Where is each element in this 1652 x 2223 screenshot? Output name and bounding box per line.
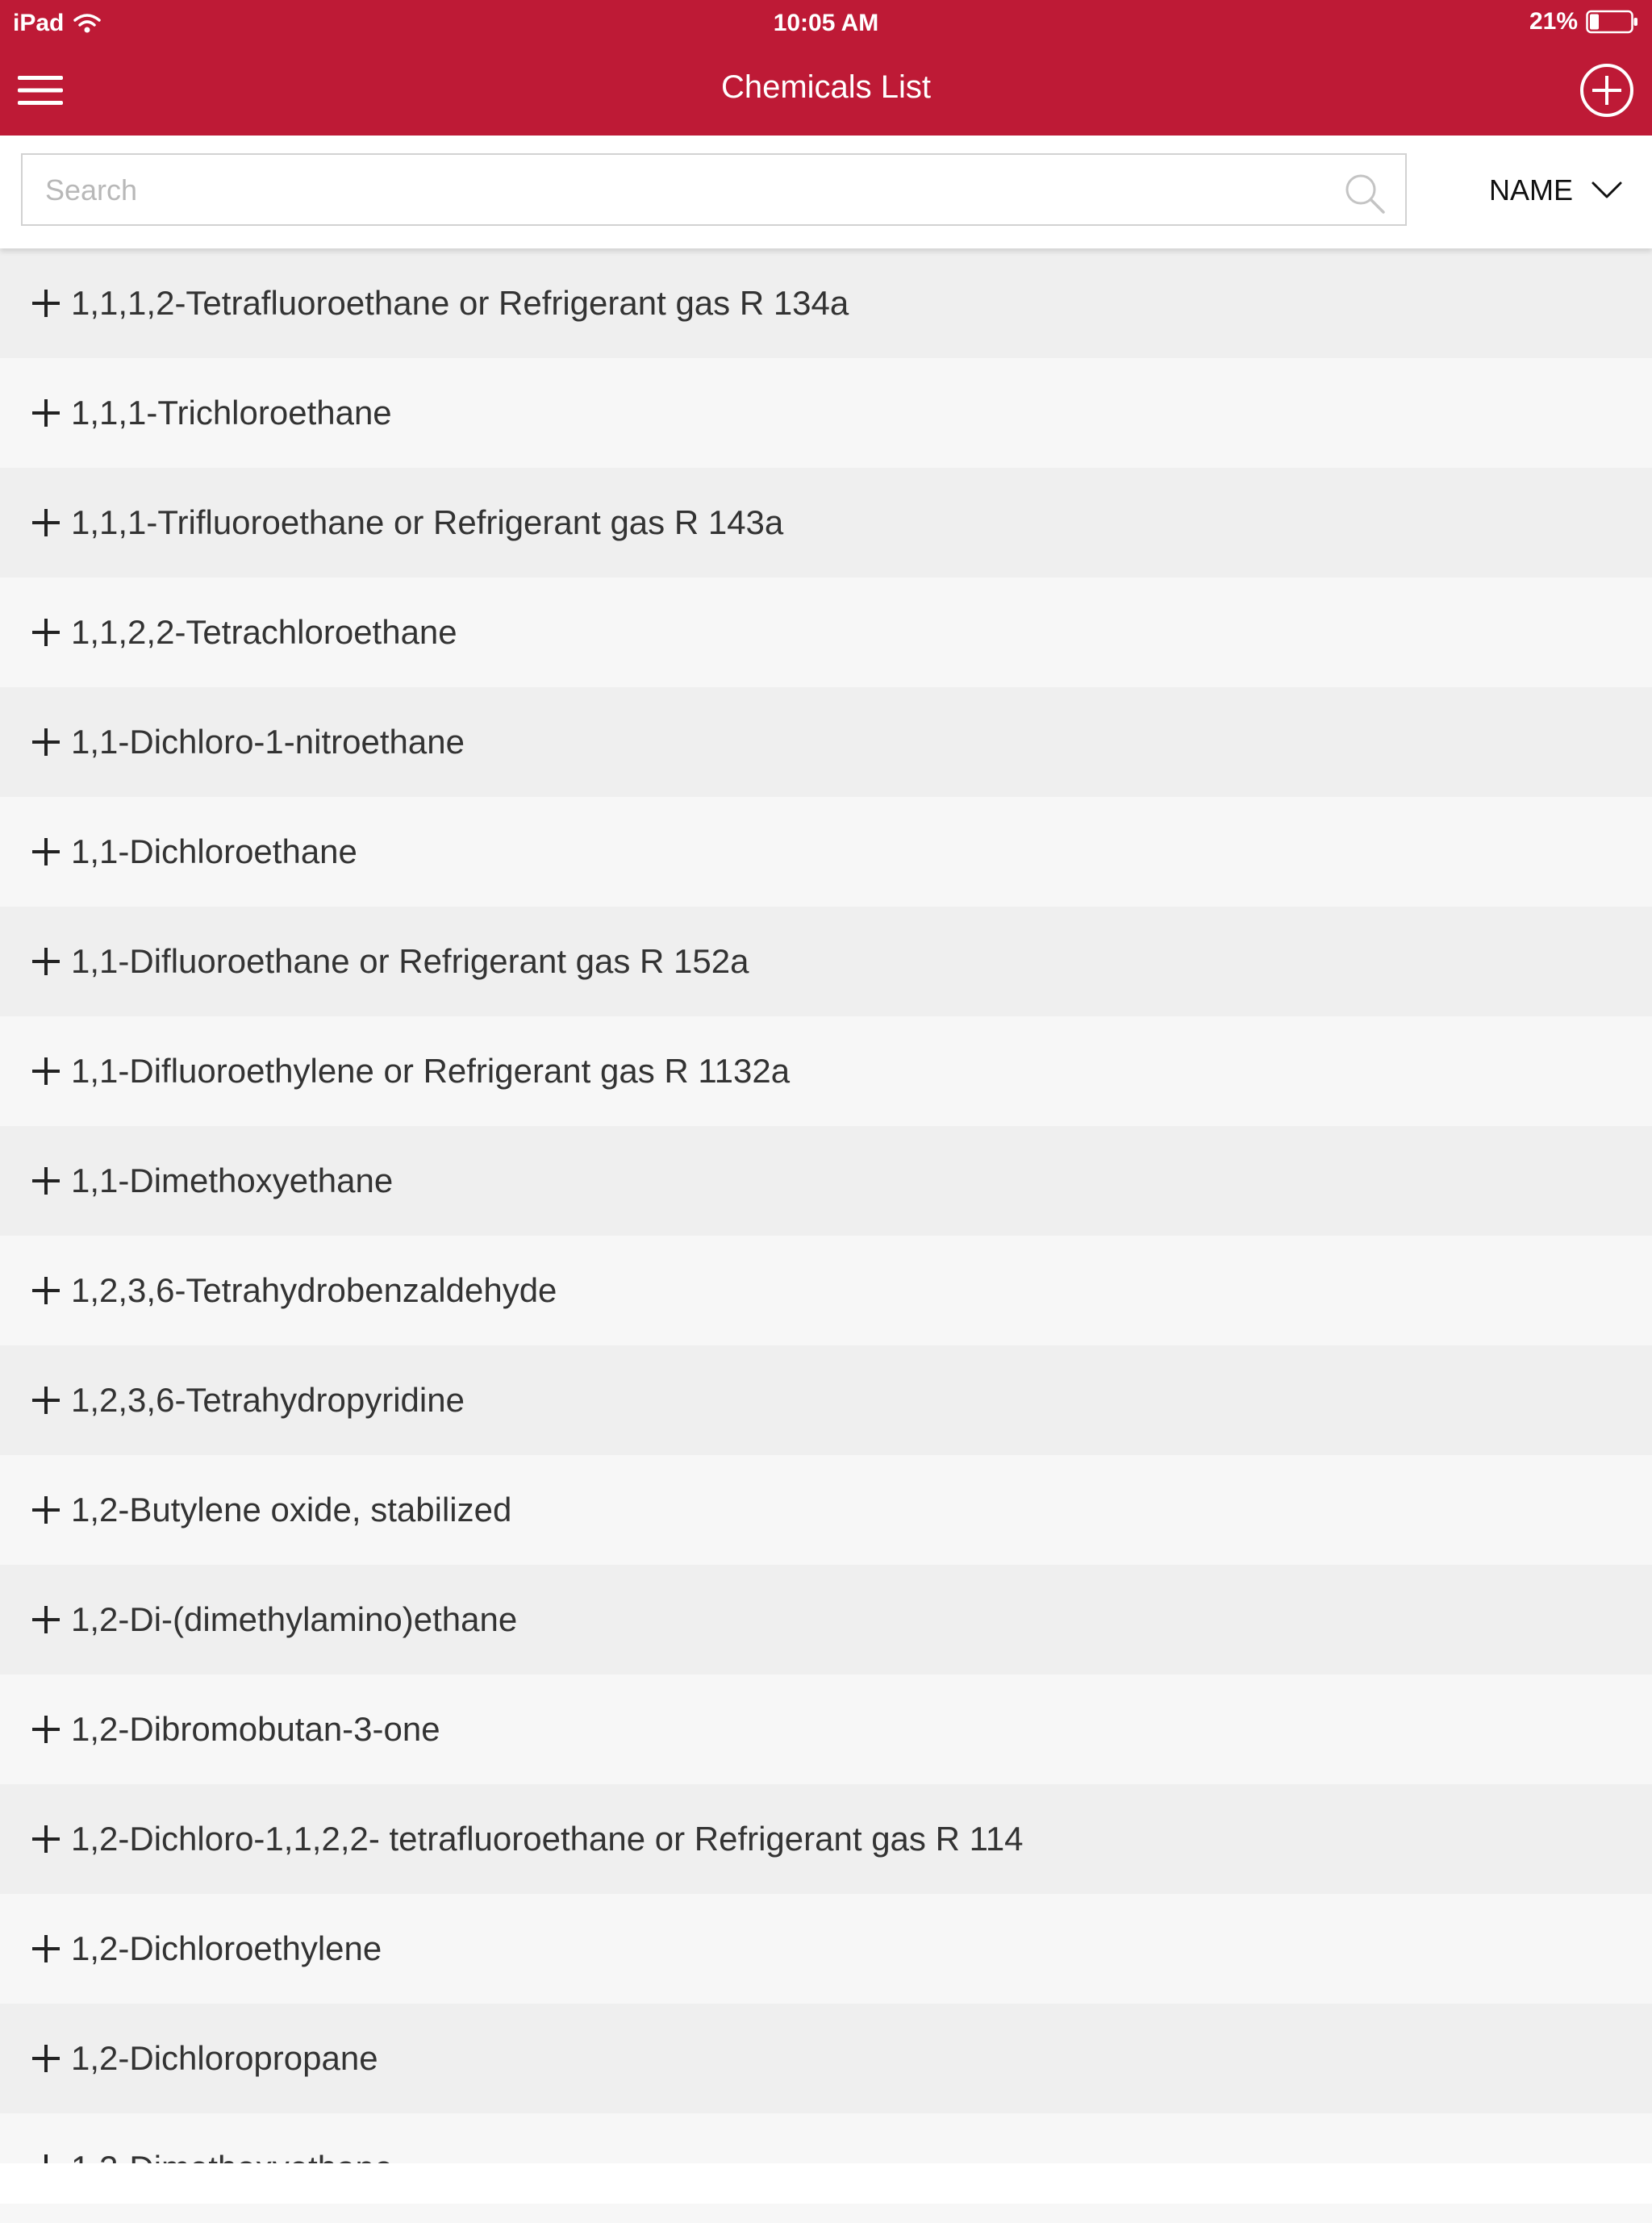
plus-icon[interactable] [31,727,61,757]
sort-selected-label: NAME [1489,173,1574,206]
chemical-name: 1,2-Butylene oxide, stabilized [71,1491,512,1529]
status-bar [0,0,1652,45]
chemical-list-item[interactable] [0,1675,1652,1784]
sort-select[interactable] [1489,173,1623,208]
chemical-name: 1,2-Dichloropropane [71,2039,378,2077]
device-name: iPad [13,10,65,36]
chemical-list-item[interactable] [0,1894,1652,2004]
chemical-list-item[interactable] [0,1455,1652,1565]
chemical-list-item[interactable] [0,248,1652,358]
chemical-name: 1,2-Dichloroethylene [71,1929,382,1967]
chemical-list-item[interactable] [0,1236,1652,1345]
chemicals-list [0,248,1652,2163]
chemical-name: 1,1,1-Trichloroethane [71,394,392,432]
plus-icon[interactable] [31,1275,61,1306]
plus-icon[interactable] [31,1495,61,1525]
search-input[interactable] [44,155,1305,226]
chemical-list-item[interactable] [0,468,1652,578]
chemical-list-item[interactable] [0,1345,1652,1455]
plus-icon[interactable] [31,1056,61,1086]
plus-icon[interactable] [31,288,61,319]
plus-icon[interactable] [31,946,61,977]
plus-icon[interactable] [31,1933,61,1964]
chemical-list-item[interactable] [0,1565,1652,1675]
search-icon[interactable] [1342,171,1387,216]
chemical-list-item[interactable] [0,907,1652,1016]
add-chemical-button[interactable] [1579,63,1634,118]
app-header [0,0,1652,136]
chemical-name: 1,1-Dichloro-1-nitroethane [71,723,465,761]
nav-bar [0,45,1652,136]
chemical-name: 1,1-Difluoroethane or Refrigerant gas R 152a [71,942,749,980]
chevron-down-icon [1591,180,1623,201]
plus-icon[interactable] [31,1714,61,1745]
search-toolbar [0,136,1652,248]
plus-icon[interactable] [31,1824,61,1854]
plus-icon[interactable] [31,398,61,428]
plus-icon[interactable] [31,836,61,867]
bottom-edge [0,2163,1652,2204]
plus-icon[interactable] [31,1166,61,1196]
chemical-name: 1,1-Dimethoxyethane [71,1162,394,1199]
chemical-list-item[interactable] [0,358,1652,468]
chemical-name: 1,2-Dibromobutan-3-one [71,1710,440,1748]
chemical-list-item[interactable] [0,1016,1652,1126]
search-box [21,153,1407,226]
plus-icon[interactable] [31,1385,61,1416]
status-time: 10:05 AM [773,10,879,36]
chemical-name: 1,2-Di-(dimethylamino)ethane [71,1600,518,1638]
plus-icon[interactable] [31,1604,61,1635]
chemical-name: 1,1-Dichloroethane [71,832,357,870]
chemical-name: 1,2,3,6-Tetrahydropyridine [71,1381,465,1419]
chemical-name: 1,2,3,6-Tetrahydrobenzaldehyde [71,1271,557,1309]
plus-icon[interactable] [31,617,61,648]
chemical-name: 1,1,2,2-Tetrachloroethane [71,613,457,651]
page-title: Chemicals List [720,69,932,105]
chemical-list-item[interactable] [0,687,1652,797]
chemical-list-item[interactable] [0,1784,1652,1894]
chemical-list-item[interactable] [0,578,1652,687]
plus-icon[interactable] [31,2043,61,2074]
chemical-list-item[interactable] [0,797,1652,907]
status-battery [1529,8,1639,35]
plus-icon[interactable] [31,507,61,538]
battery-percent: 21% [1529,8,1578,35]
chemical-name: 1,1,1,2-Tetrafluoroethane or Refrigerant gas R 134a [71,284,849,322]
chemical-list-item[interactable] [0,2004,1652,2113]
chemical-list-item[interactable] [0,1126,1652,1236]
chemical-name: 1,1-Difluoroethylene or Refrigerant gas R 1132a [71,1052,791,1090]
chemical-name: 1,2-Dichloro-1,1,2,2- tetrafluoroethane or Refrigerant gas R 114 [71,1820,1024,1858]
battery-icon [1586,10,1639,34]
chemical-name: 1,1,1-Trifluoroethane or Refrigerant gas R 143a [71,503,784,541]
